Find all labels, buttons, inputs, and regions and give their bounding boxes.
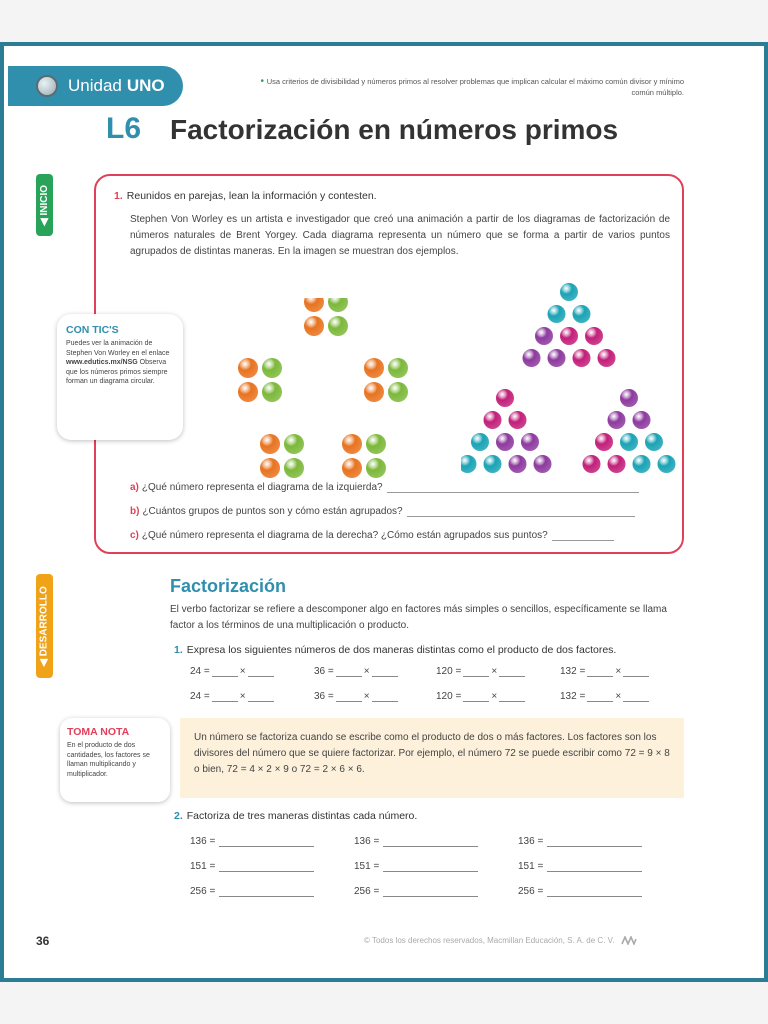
con-tics-title: CON TIC'S bbox=[66, 324, 119, 336]
factor-blank[interactable] bbox=[463, 667, 489, 677]
factor-blank[interactable] bbox=[623, 667, 649, 677]
diagram-dot bbox=[328, 316, 348, 336]
diagram-dot bbox=[521, 433, 539, 451]
diagram-dot bbox=[496, 433, 514, 451]
factor-blank[interactable] bbox=[372, 667, 398, 677]
diagram-dot bbox=[366, 434, 386, 454]
factor-blank[interactable] bbox=[212, 692, 238, 702]
inicio-tab bbox=[36, 174, 53, 236]
diagram-dot bbox=[366, 458, 386, 478]
factorize-blank[interactable] bbox=[383, 887, 478, 897]
factor-blank[interactable] bbox=[499, 692, 525, 702]
factorize-equation: 256 = bbox=[190, 886, 314, 897]
factorize-blank[interactable] bbox=[219, 837, 314, 847]
factorize-equation: 256 = bbox=[354, 886, 478, 897]
diagram-left bbox=[236, 298, 416, 478]
lesson-title: Factorización en números primos bbox=[170, 114, 619, 145]
diagram-dot bbox=[620, 389, 638, 407]
diagram-dot bbox=[523, 349, 541, 367]
diagram-dot bbox=[364, 382, 384, 402]
diagram-dot bbox=[595, 433, 613, 451]
section-definition: El verbo factorizar se refiere a descomponer algo en factores más simples o sencillos, específicamente se llama factor a los términos de una multiplicación o producto. bbox=[170, 604, 667, 631]
diagram-dot bbox=[471, 433, 489, 451]
toma-nota-body: En el producto de dos cantidades, los factores se llaman multiplicando y multiplicador. bbox=[67, 742, 150, 778]
diagram-dot bbox=[534, 455, 552, 473]
diagram-dot bbox=[608, 455, 626, 473]
toma-nota-card bbox=[60, 718, 170, 802]
diagram-dot bbox=[328, 298, 348, 312]
factorize-equation: 136 = bbox=[190, 836, 314, 847]
diagram-dot bbox=[585, 327, 603, 345]
section-title: Factorización bbox=[170, 576, 287, 596]
factor-equation: 24 = × bbox=[190, 666, 276, 677]
factor-equation: 24 = × bbox=[190, 691, 276, 702]
diagram-dot bbox=[608, 411, 626, 429]
factor-equation: 132 = × bbox=[560, 666, 651, 677]
diagram-dot bbox=[496, 389, 514, 407]
diagram-dot bbox=[284, 434, 304, 454]
bullet-icon: • bbox=[260, 76, 267, 87]
factor-blank[interactable] bbox=[336, 692, 362, 702]
factor-equation: 132 = × bbox=[560, 691, 651, 702]
unit-name: UNO bbox=[126, 76, 165, 95]
diagram-dot bbox=[560, 283, 578, 301]
factor-blank[interactable] bbox=[248, 692, 274, 702]
diagram-dot bbox=[645, 433, 663, 451]
factor-equation: 120 = × bbox=[436, 666, 527, 677]
answer-line-b[interactable] bbox=[407, 507, 635, 517]
factor-blank[interactable] bbox=[587, 667, 613, 677]
toma-nota-title: TOMA NOTA bbox=[67, 726, 130, 738]
diagram-dot bbox=[620, 433, 638, 451]
diagram-dot bbox=[260, 434, 280, 454]
unit-tab bbox=[8, 66, 183, 106]
diagram-dot bbox=[633, 411, 651, 429]
diagram-dot bbox=[548, 305, 566, 323]
factorize-equation: 256 = bbox=[518, 886, 642, 897]
diagram-dot bbox=[260, 458, 280, 478]
exercise2-instruction: 2. Factoriza de tres maneras distintas cada número. bbox=[174, 810, 418, 822]
factor-blank[interactable] bbox=[372, 692, 398, 702]
factor-equation: 36 = × bbox=[314, 691, 400, 702]
exercise1-instruction: 1. Expresa los siguientes números de dos maneras distintas como el producto de dos factores. bbox=[174, 644, 617, 656]
factor-blank[interactable] bbox=[623, 692, 649, 702]
desarrollo-tab bbox=[36, 574, 53, 678]
factorize-blank[interactable] bbox=[547, 837, 642, 847]
diagram-dot bbox=[461, 455, 477, 473]
diagram-dot bbox=[262, 358, 282, 378]
diagram-dot bbox=[598, 349, 616, 367]
question-a: a) ¿Qué número representa el diagrama de la izquierda? bbox=[130, 482, 639, 493]
factor-equation: 36 = × bbox=[314, 666, 400, 677]
page-number: 36 bbox=[36, 934, 50, 948]
diagram-dot bbox=[509, 411, 527, 429]
factorize-equation: 136 = bbox=[354, 836, 478, 847]
textbook-page bbox=[0, 42, 768, 982]
con-tics-card bbox=[57, 314, 183, 440]
unit-disc-icon bbox=[36, 75, 58, 97]
factorize-blank[interactable] bbox=[219, 887, 314, 897]
desarrollo-label: ◀ DESARROLLO bbox=[39, 585, 50, 667]
diagram-dot bbox=[509, 455, 527, 473]
diagram-dot bbox=[548, 349, 566, 367]
learning-goal-text: Usa criterios de divisibilidad y números primos al resolver problemas que implican calcular el máximo común divisor y mínimo común múltiplo. bbox=[266, 77, 684, 97]
factor-blank[interactable] bbox=[499, 667, 525, 677]
diagram-dot bbox=[484, 455, 502, 473]
diagram-dot bbox=[262, 382, 282, 402]
note-box: Un número se factoriza cuando se escribe como el producto de dos o más factores. Los factores son los divisores del número que se quiere factorizar. Por ejemplo, el número 72 se puede escribir como 72 = 9 × 8 o bien, 72 = 4 × 2 × 9 o 72 = 2 × 6 × 6. bbox=[180, 718, 684, 798]
factorize-blank[interactable] bbox=[219, 862, 314, 872]
diagram-dot bbox=[484, 411, 502, 429]
factorize-blank[interactable] bbox=[547, 887, 642, 897]
diagram-dot bbox=[342, 458, 362, 478]
factorize-blank[interactable] bbox=[547, 862, 642, 872]
answer-line-c[interactable] bbox=[552, 531, 614, 541]
diagram-dot bbox=[560, 327, 578, 345]
publisher-logo-icon bbox=[621, 936, 637, 945]
answer-line-a[interactable] bbox=[387, 483, 639, 493]
learning-goal bbox=[259, 76, 684, 98]
question-c: c) ¿Qué número representa el diagrama de la derecha? ¿Cómo están agrupados sus puntos? bbox=[130, 530, 614, 541]
con-tics-body: Puedes ver la animación de Stephen Von Worley en el enlace www.edutics.mx/NSG Observa que los números primos siempre forman un diagrama circular. bbox=[66, 340, 170, 385]
factor-equation: 120 = × bbox=[436, 691, 527, 702]
activity-intro: Stephen Von Worley es un artista e investigador que creó una animación a partir de los diagramas de factorización de números naturales de Brent Yorgey. Cada diagrama representa un número que se forma a partir de varios puntos agrupados de distintas maneras. En la imagen se muestran dos ejemplos. bbox=[130, 214, 670, 257]
factor-blank[interactable] bbox=[463, 692, 489, 702]
factorize-equation: 151 = bbox=[354, 861, 478, 872]
diagram-dot bbox=[238, 382, 258, 402]
factorize-equation: 151 = bbox=[518, 861, 642, 872]
diagram-dot bbox=[583, 455, 601, 473]
diagram-dot bbox=[284, 458, 304, 478]
factorize-equation: 151 = bbox=[190, 861, 314, 872]
diagram-dot bbox=[633, 455, 651, 473]
copyright: © Todos los derechos reservados, Macmillan Educación, S. A. de C. V. bbox=[364, 936, 637, 945]
diagram-right bbox=[461, 280, 681, 480]
factor-blank[interactable] bbox=[212, 667, 238, 677]
factor-blank[interactable] bbox=[587, 692, 613, 702]
diagram-dot bbox=[304, 316, 324, 336]
diagram-dot bbox=[238, 358, 258, 378]
question-b: b) ¿Cuántos grupos de puntos son y cómo están agrupados? bbox=[130, 506, 635, 517]
con-tics-link[interactable]: www.edutics.mx/NSG bbox=[66, 359, 138, 366]
factor-blank[interactable] bbox=[248, 667, 274, 677]
factorize-blank[interactable] bbox=[383, 837, 478, 847]
factor-blank[interactable] bbox=[336, 667, 362, 677]
inicio-label: ◀ INICIO bbox=[39, 184, 50, 226]
diagram-dot bbox=[535, 327, 553, 345]
diagram-dot bbox=[342, 434, 362, 454]
factorize-equation: 136 = bbox=[518, 836, 642, 847]
diagram-dot bbox=[388, 358, 408, 378]
unit-prefix: Unidad bbox=[68, 76, 122, 95]
diagram-dot bbox=[304, 298, 324, 312]
diagram-dot bbox=[573, 305, 591, 323]
factorize-blank[interactable] bbox=[383, 862, 478, 872]
diagram-dot bbox=[573, 349, 591, 367]
activity-instruction: 1. Reunidos en parejas, lean la información y contesten. bbox=[114, 190, 377, 202]
diagram-dot bbox=[388, 382, 408, 402]
diagram-dot bbox=[658, 455, 676, 473]
lesson-code: L6 bbox=[106, 112, 142, 145]
diagram-dot bbox=[364, 358, 384, 378]
